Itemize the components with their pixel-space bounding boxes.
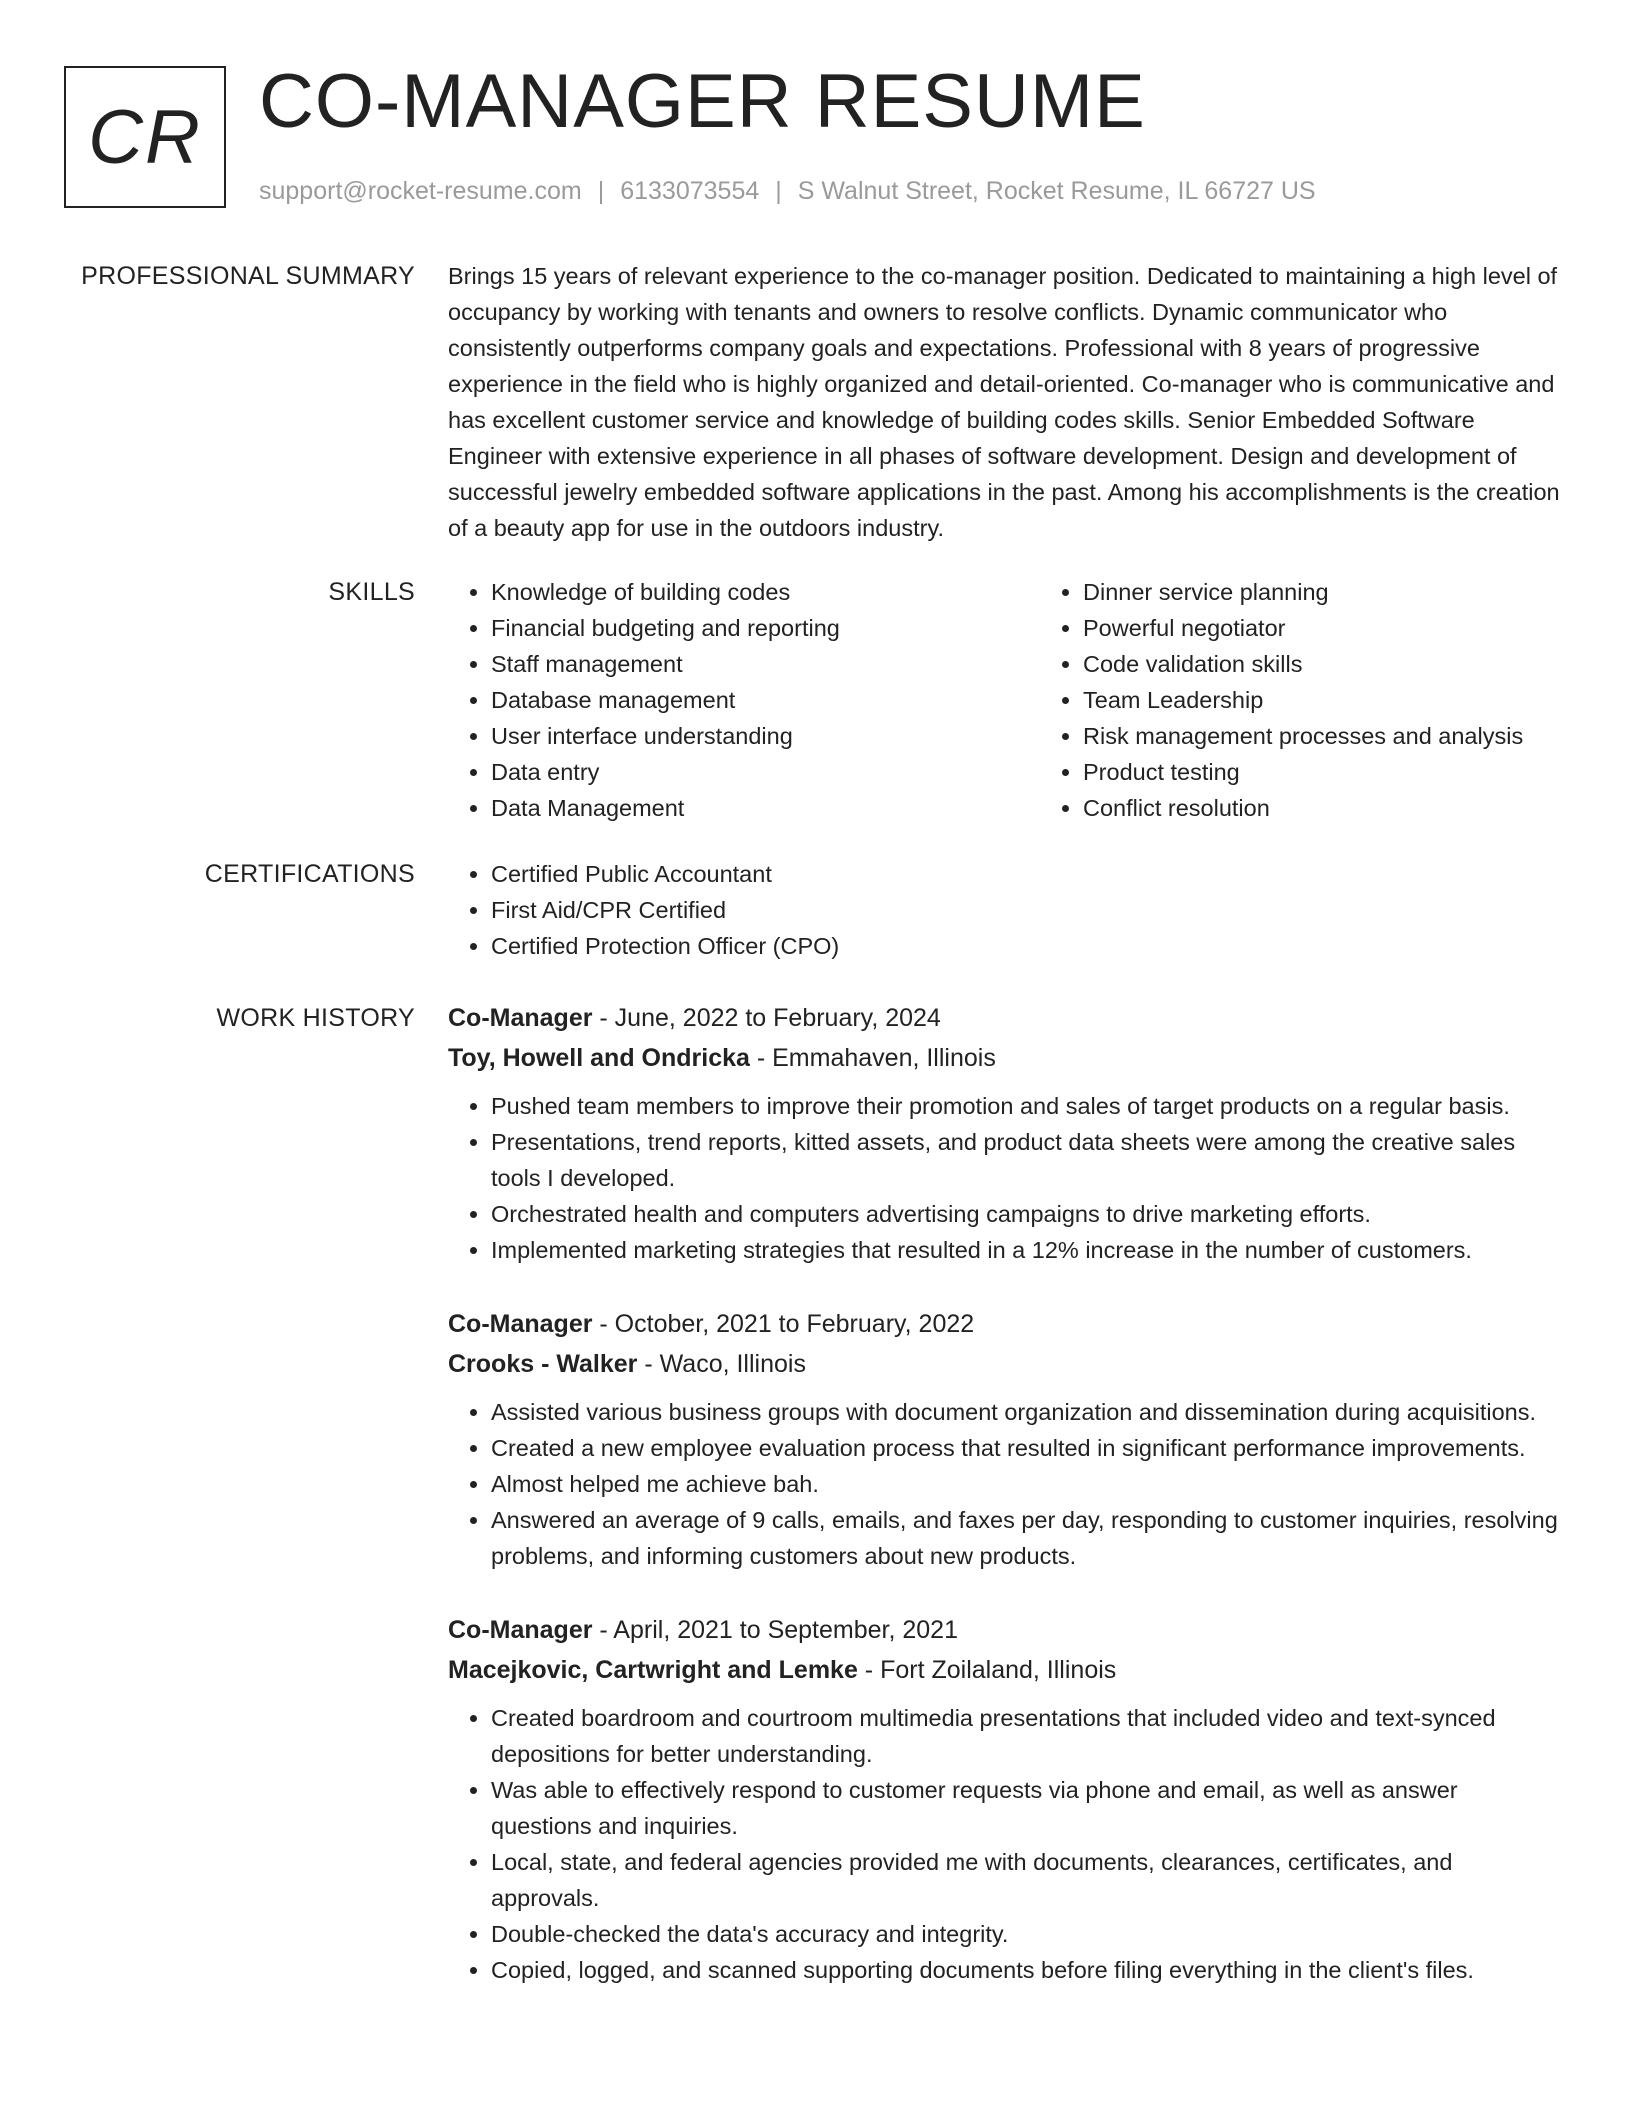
list-item: • Assisted various business groups with document organization and dissemination during acquisitions. <box>491 1394 1563 1430</box>
list-item: • Data entry <box>491 754 997 790</box>
job-company-line <box>448 1038 1563 1078</box>
list-item: • Was able to effectively respond to customer requests via phone and email, as well as answer questions and inquiries. <box>491 1772 1563 1844</box>
list-item: • Team Leadership <box>1083 682 1603 718</box>
list-item: • Code validation skills <box>1083 646 1603 682</box>
job-dates: - June, 2022 to February, 2024 <box>592 1004 941 1032</box>
list-item: • Created boardroom and courtroom multimedia presentations that included video and text-synced depositions for better understanding. <box>491 1700 1563 1772</box>
contact-separator: | <box>775 177 782 205</box>
skills-label: SKILLS <box>328 578 415 606</box>
list-item: • Presentations, trend reports, kitted assets, and product data sheets were among the creative sales tools I developed. <box>491 1124 1563 1196</box>
contact-address: S Walnut Street, Rocket Resume, IL 66727 US <box>797 177 1316 205</box>
certifications-label: CERTIFICATIONS <box>204 860 415 888</box>
list-item: • Certified Protection Officer (CPO) <box>491 928 1563 964</box>
job-company-line <box>448 1344 1563 1384</box>
job-bullets <box>448 1700 1563 1988</box>
contact-email: support@rocket-resume.com <box>259 177 582 205</box>
job-title-line <box>448 1304 1563 1344</box>
list-item: • First Aid/CPR Certified <box>491 892 1563 928</box>
work-history-label: WORK HISTORY <box>216 1004 415 1032</box>
skills-body <box>448 574 1563 826</box>
contact-line <box>259 174 1316 208</box>
monogram-logo: CR <box>64 66 226 208</box>
list-item: • Answered an average of 9 calls, emails, and faxes per day, responding to customer inquiries, resolving problems, and informing customers about new products. <box>491 1502 1563 1574</box>
certifications-list <box>448 856 1563 964</box>
list-item: • Implemented marketing strategies that resulted in a 12% increase in the number of customers. <box>491 1232 1563 1268</box>
list-item: • Double-checked the data's accuracy and integrity. <box>491 1916 1563 1952</box>
list-item: • Created a new employee evaluation process that resulted in significant performance improvements. <box>491 1430 1563 1466</box>
resume-title: CO-MANAGER RESUME <box>259 59 1146 144</box>
contact-separator: | <box>597 177 605 205</box>
work-history-body <box>448 998 1563 2024</box>
list-item: • Almost helped me achieve bah. <box>491 1466 1563 1502</box>
skills-list-right <box>1040 574 1603 826</box>
job-location: - Fort Zoilaland, Illinois <box>857 1656 1117 1684</box>
job-company: Crooks - Walker <box>448 1350 638 1378</box>
list-item: • Copied, logged, and scanned supporting documents before filing everything in the client's files. <box>491 1952 1563 1988</box>
skills-list-left <box>448 574 997 826</box>
job-location: - Waco, Illinois <box>637 1350 806 1378</box>
list-item: • Certified Public Accountant <box>491 856 1563 892</box>
contact-phone: 6133073554 <box>620 177 760 205</box>
list-item: • Orchestrated health and computers advertising campaigns to drive marketing efforts. <box>491 1196 1563 1232</box>
summary-text: Brings 15 years of relevant experience to the co-manager position. Dedicated to maintaining a high level of occupancy by working with tenants and owners to resolve conflicts. Dynamic communicator who consistently outperforms company goals and expectations. Professional with 8 years of progressive experience in the field who is highly organized and detail-oriented. Co-manager who is communicative and has excellent customer service and knowledge of building codes skills. Senior Embedded Software Engineer with extensive experience in all phases of software development. Design and development of successful jewelry embedded software applications in the past. Among his accomplishments is the creation of a beauty app for use in the outdoors industry. <box>448 263 1560 541</box>
job-title: Co-Manager <box>448 1616 593 1644</box>
resume-sections <box>0 258 1632 2024</box>
list-item: • Staff management <box>491 646 997 682</box>
summary-label: PROFESSIONAL SUMMARY <box>81 262 415 290</box>
summary-body <box>448 258 1563 546</box>
job-title-line <box>448 998 1563 1038</box>
skills-section <box>0 574 1632 826</box>
job-location: - Emmahaven, Illinois <box>749 1044 996 1072</box>
list-item: • Pushed team members to improve their promotion and sales of target products on a regular basis. <box>491 1088 1563 1124</box>
job-entry <box>448 1304 1563 1574</box>
list-item: • User interface understanding <box>491 718 997 754</box>
list-item: • Financial budgeting and reporting <box>491 610 997 646</box>
summary-section <box>0 258 1632 546</box>
certifications-section <box>0 856 1632 964</box>
job-bullets <box>448 1088 1563 1268</box>
list-item: • Conflict resolution <box>1083 790 1603 826</box>
job-company: Toy, Howell and Ondricka <box>448 1044 750 1072</box>
list-item: • Data Management <box>491 790 997 826</box>
certifications-body <box>448 856 1563 964</box>
list-item: • Powerful negotiator <box>1083 610 1603 646</box>
work-history-section <box>0 998 1632 2024</box>
job-bullets <box>448 1394 1563 1574</box>
list-item: • Product testing <box>1083 754 1603 790</box>
list-item: • Knowledge of building codes <box>491 574 997 610</box>
job-dates: - April, 2021 to September, 2021 <box>592 1616 958 1644</box>
job-dates: - October, 2021 to February, 2022 <box>592 1310 975 1338</box>
job-title-line <box>448 1610 1563 1650</box>
job-company-line <box>448 1650 1563 1690</box>
list-item: • Dinner service planning <box>1083 574 1603 610</box>
job-title: Co-Manager <box>448 1004 593 1032</box>
list-item: • Database management <box>491 682 997 718</box>
job-entry <box>448 1610 1563 1988</box>
list-item: • Risk management processes and analysis <box>1083 718 1603 754</box>
job-entry <box>448 998 1563 1268</box>
list-item: • Local, state, and federal agencies provided me with documents, clearances, certificates, and approvals. <box>491 1844 1563 1916</box>
job-company: Macejkovic, Cartwright and Lemke <box>448 1656 858 1684</box>
job-title: Co-Manager <box>448 1310 593 1338</box>
